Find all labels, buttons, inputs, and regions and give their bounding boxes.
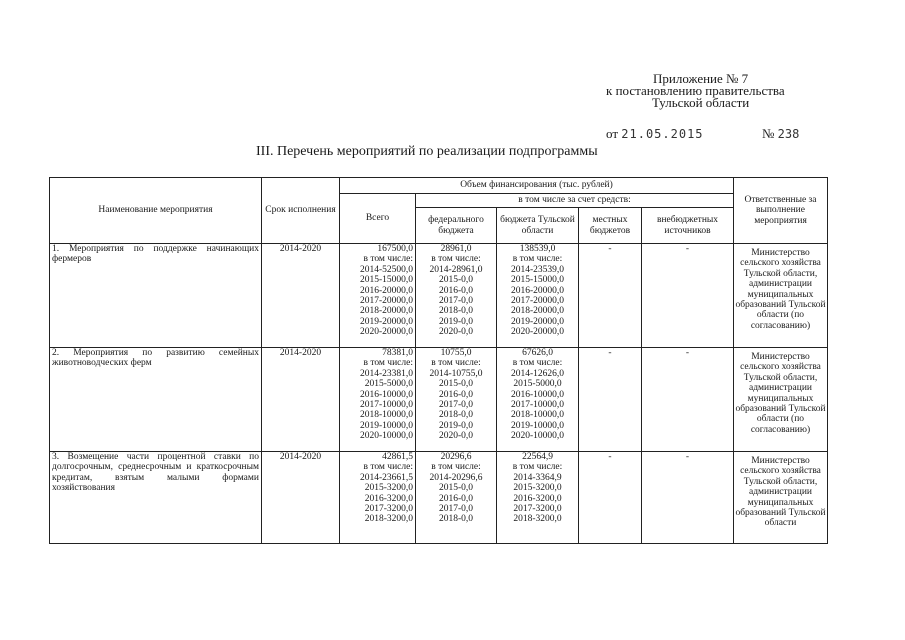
measure-name: 2. Мероприятия по развитию семейных животноводческих ферм [50, 348, 262, 452]
amount-line: 2015-3200,0 [513, 483, 562, 494]
amount-regional [497, 348, 579, 452]
amount-local: - [579, 244, 642, 348]
amount-line: 2020-20000,0 [510, 327, 565, 338]
amount-line: 67626,0 [522, 348, 553, 358]
table-row [50, 452, 828, 544]
amount-line: 2017-0,0 [438, 504, 474, 515]
decree-number [762, 127, 799, 141]
number-prefix: № [762, 126, 775, 141]
amount-line: 2017-0,0 [438, 296, 474, 307]
measures-table [49, 177, 828, 544]
amount-line: 78381,0 [382, 348, 413, 358]
header-name: Наименование мероприятия [50, 178, 262, 244]
decree-date [606, 127, 704, 141]
amount-line: в том числе: [363, 462, 413, 473]
header-offbudget: внебюджетных источников [642, 208, 734, 244]
amount-line: 2017-20000,0 [359, 296, 413, 307]
amount-line: 2016-0,0 [438, 285, 474, 296]
amount-line: 2017-10000,0 [359, 400, 413, 411]
measure-term: 2014-2020 [262, 244, 340, 348]
amount-line: 2018-20000,0 [359, 306, 413, 317]
amount-regional [497, 452, 579, 544]
responsible-party: Министерство сельского хозяйства Тульской области, администрации муниципальных образований Тульской области (по согласованию) [734, 348, 828, 452]
amount-line: 2016-10000,0 [359, 389, 413, 400]
amount-federal [416, 348, 497, 452]
amount-line: 2018-20000,0 [510, 306, 565, 317]
amount-line: 2018-3200,0 [364, 514, 413, 525]
appendix-subtitle-line-1: к постановлению правительства [606, 83, 785, 98]
amount-line: в том числе: [512, 462, 563, 473]
number-stamp: 238 [777, 127, 800, 141]
amount-line: 22564,9 [522, 452, 553, 462]
amount-line: 2019-20000,0 [510, 316, 565, 327]
amount-line: 2014-3364,9 [513, 472, 562, 483]
amount-line: 2018-10000,0 [359, 410, 413, 421]
amount-line: 2018-0,0 [438, 514, 474, 525]
amount-regional [497, 244, 579, 348]
amount-line: 2016-3200,0 [364, 493, 413, 504]
section-title: III. Перечень мероприятий по реализации подпрограммы [256, 144, 598, 159]
amount-line: в том числе: [431, 254, 481, 265]
amount-local: - [579, 348, 642, 452]
amount-line: 2014-12626,0 [510, 368, 565, 379]
amount-line: в том числе: [363, 358, 413, 369]
amount-line: 2016-3200,0 [513, 493, 562, 504]
amount-line: 2019-10000,0 [359, 420, 413, 431]
amount-line: 2014-28961,0 [429, 264, 483, 275]
header-funding: Объем финансирования (тыс. рублей) [340, 178, 734, 194]
amount-line: 2020-10000,0 [359, 431, 413, 442]
amount-line: 138539,0 [519, 244, 556, 254]
responsible-party: Министерство сельского хозяйства Тульской области, администрации муниципальных образований Тульской области (по согласованию) [734, 244, 828, 348]
amount-offbudget: - [642, 244, 734, 348]
amount-line: 2014-23381,0 [359, 368, 413, 379]
header-total: Всего [340, 194, 416, 244]
header-responsible: Ответственные за выполнение мероприятия [734, 178, 828, 244]
amount-line: 167500,0 [377, 244, 413, 254]
amount-line: 2015-0,0 [438, 483, 474, 494]
measure-name: 3. Возмещение части процентной ставки по долгосрочным, среднесрочным и краткосрочным кредитам, взятым малыми формами хозяйствования [50, 452, 262, 544]
amount-line: 2015-15000,0 [510, 275, 565, 286]
amount-line: 2019-20000,0 [359, 316, 413, 327]
header-regional: бюджета Тульской области [497, 208, 579, 244]
amount-line: в том числе: [512, 254, 563, 265]
amount-line: 2014-10755,0 [429, 368, 483, 379]
appendix-title: Приложение № 7 [653, 71, 749, 86]
amount-local: - [579, 452, 642, 544]
header-term: Срок исполнения [262, 178, 340, 244]
amount-line: 2019-0,0 [438, 316, 474, 327]
amount-line: в том числе: [431, 358, 481, 369]
amount-line: 2018-0,0 [438, 410, 474, 421]
amount-line: 2014-23661,5 [359, 472, 413, 483]
table-row [50, 244, 828, 348]
header-federal: федерального бюджета [416, 208, 497, 244]
amount-line: 2017-0,0 [438, 400, 474, 411]
amount-total [340, 452, 416, 544]
amount-line: 2017-3200,0 [364, 504, 413, 515]
amount-offbudget: - [642, 348, 734, 452]
amount-line: 2017-10000,0 [510, 400, 565, 411]
amount-line: 10755,0 [440, 348, 472, 358]
amount-line: 2015-3200,0 [364, 483, 413, 494]
amount-federal [416, 244, 497, 348]
amount-line: 2015-15000,0 [359, 275, 413, 286]
responsible-party: Министерство сельского хозяйства Тульской области, администрации муниципальных образований Тульской области [734, 452, 828, 544]
amount-line: 2019-10000,0 [510, 420, 565, 431]
amount-line: 20296,6 [440, 452, 472, 462]
amount-line: 2019-0,0 [438, 420, 474, 431]
amount-line: в том числе: [363, 254, 413, 265]
amount-line: 2014-23539,0 [510, 264, 565, 275]
measure-name: 1. Мероприятия по поддержке начинающих фермеров [50, 244, 262, 348]
amount-total [340, 244, 416, 348]
amount-line: 2015-5000,0 [364, 379, 413, 390]
date-stamp: 21.05.2015 [621, 127, 704, 141]
amount-line: в том числе: [512, 358, 563, 369]
amount-line: 2018-0,0 [438, 306, 474, 317]
measure-term: 2014-2020 [262, 348, 340, 452]
amount-line: 28961,0 [440, 244, 472, 254]
date-prefix: от [606, 126, 619, 141]
amount-line: 2015-0,0 [438, 275, 474, 286]
amount-line: 2015-0,0 [438, 379, 474, 390]
amount-total [340, 348, 416, 452]
measure-term: 2014-2020 [262, 452, 340, 544]
amount-line: в том числе: [431, 462, 481, 473]
amount-line: 2017-20000,0 [510, 296, 565, 307]
amount-line: 2014-52500,0 [359, 264, 413, 275]
amount-federal [416, 452, 497, 544]
appendix-subtitle-line-2: Тульской области [652, 95, 750, 110]
amount-offbudget: - [642, 452, 734, 544]
amount-line: 2014-20296,6 [429, 472, 483, 483]
amount-line: 2020-10000,0 [510, 431, 565, 442]
amount-line: 2016-10000,0 [510, 389, 565, 400]
amount-line: 2017-3200,0 [513, 504, 562, 515]
amount-line: 2018-3200,0 [513, 514, 562, 525]
table-body [50, 244, 828, 544]
amount-line: 42861,5 [382, 452, 413, 462]
header-local: местных бюджетов [579, 208, 642, 244]
amount-line: 2015-5000,0 [513, 379, 562, 390]
amount-line: 2020-20000,0 [359, 327, 413, 338]
table-row [50, 348, 828, 452]
amount-line: 2016-0,0 [438, 493, 474, 504]
amount-line: 2020-0,0 [438, 431, 474, 442]
amount-line: 2018-10000,0 [510, 410, 565, 421]
amount-line: 2016-0,0 [438, 389, 474, 400]
amount-line: 2016-20000,0 [510, 285, 565, 296]
header-including: в том числе за счет средств: [416, 194, 734, 208]
amount-line: 2020-0,0 [438, 327, 474, 338]
amount-line: 2016-20000,0 [359, 285, 413, 296]
